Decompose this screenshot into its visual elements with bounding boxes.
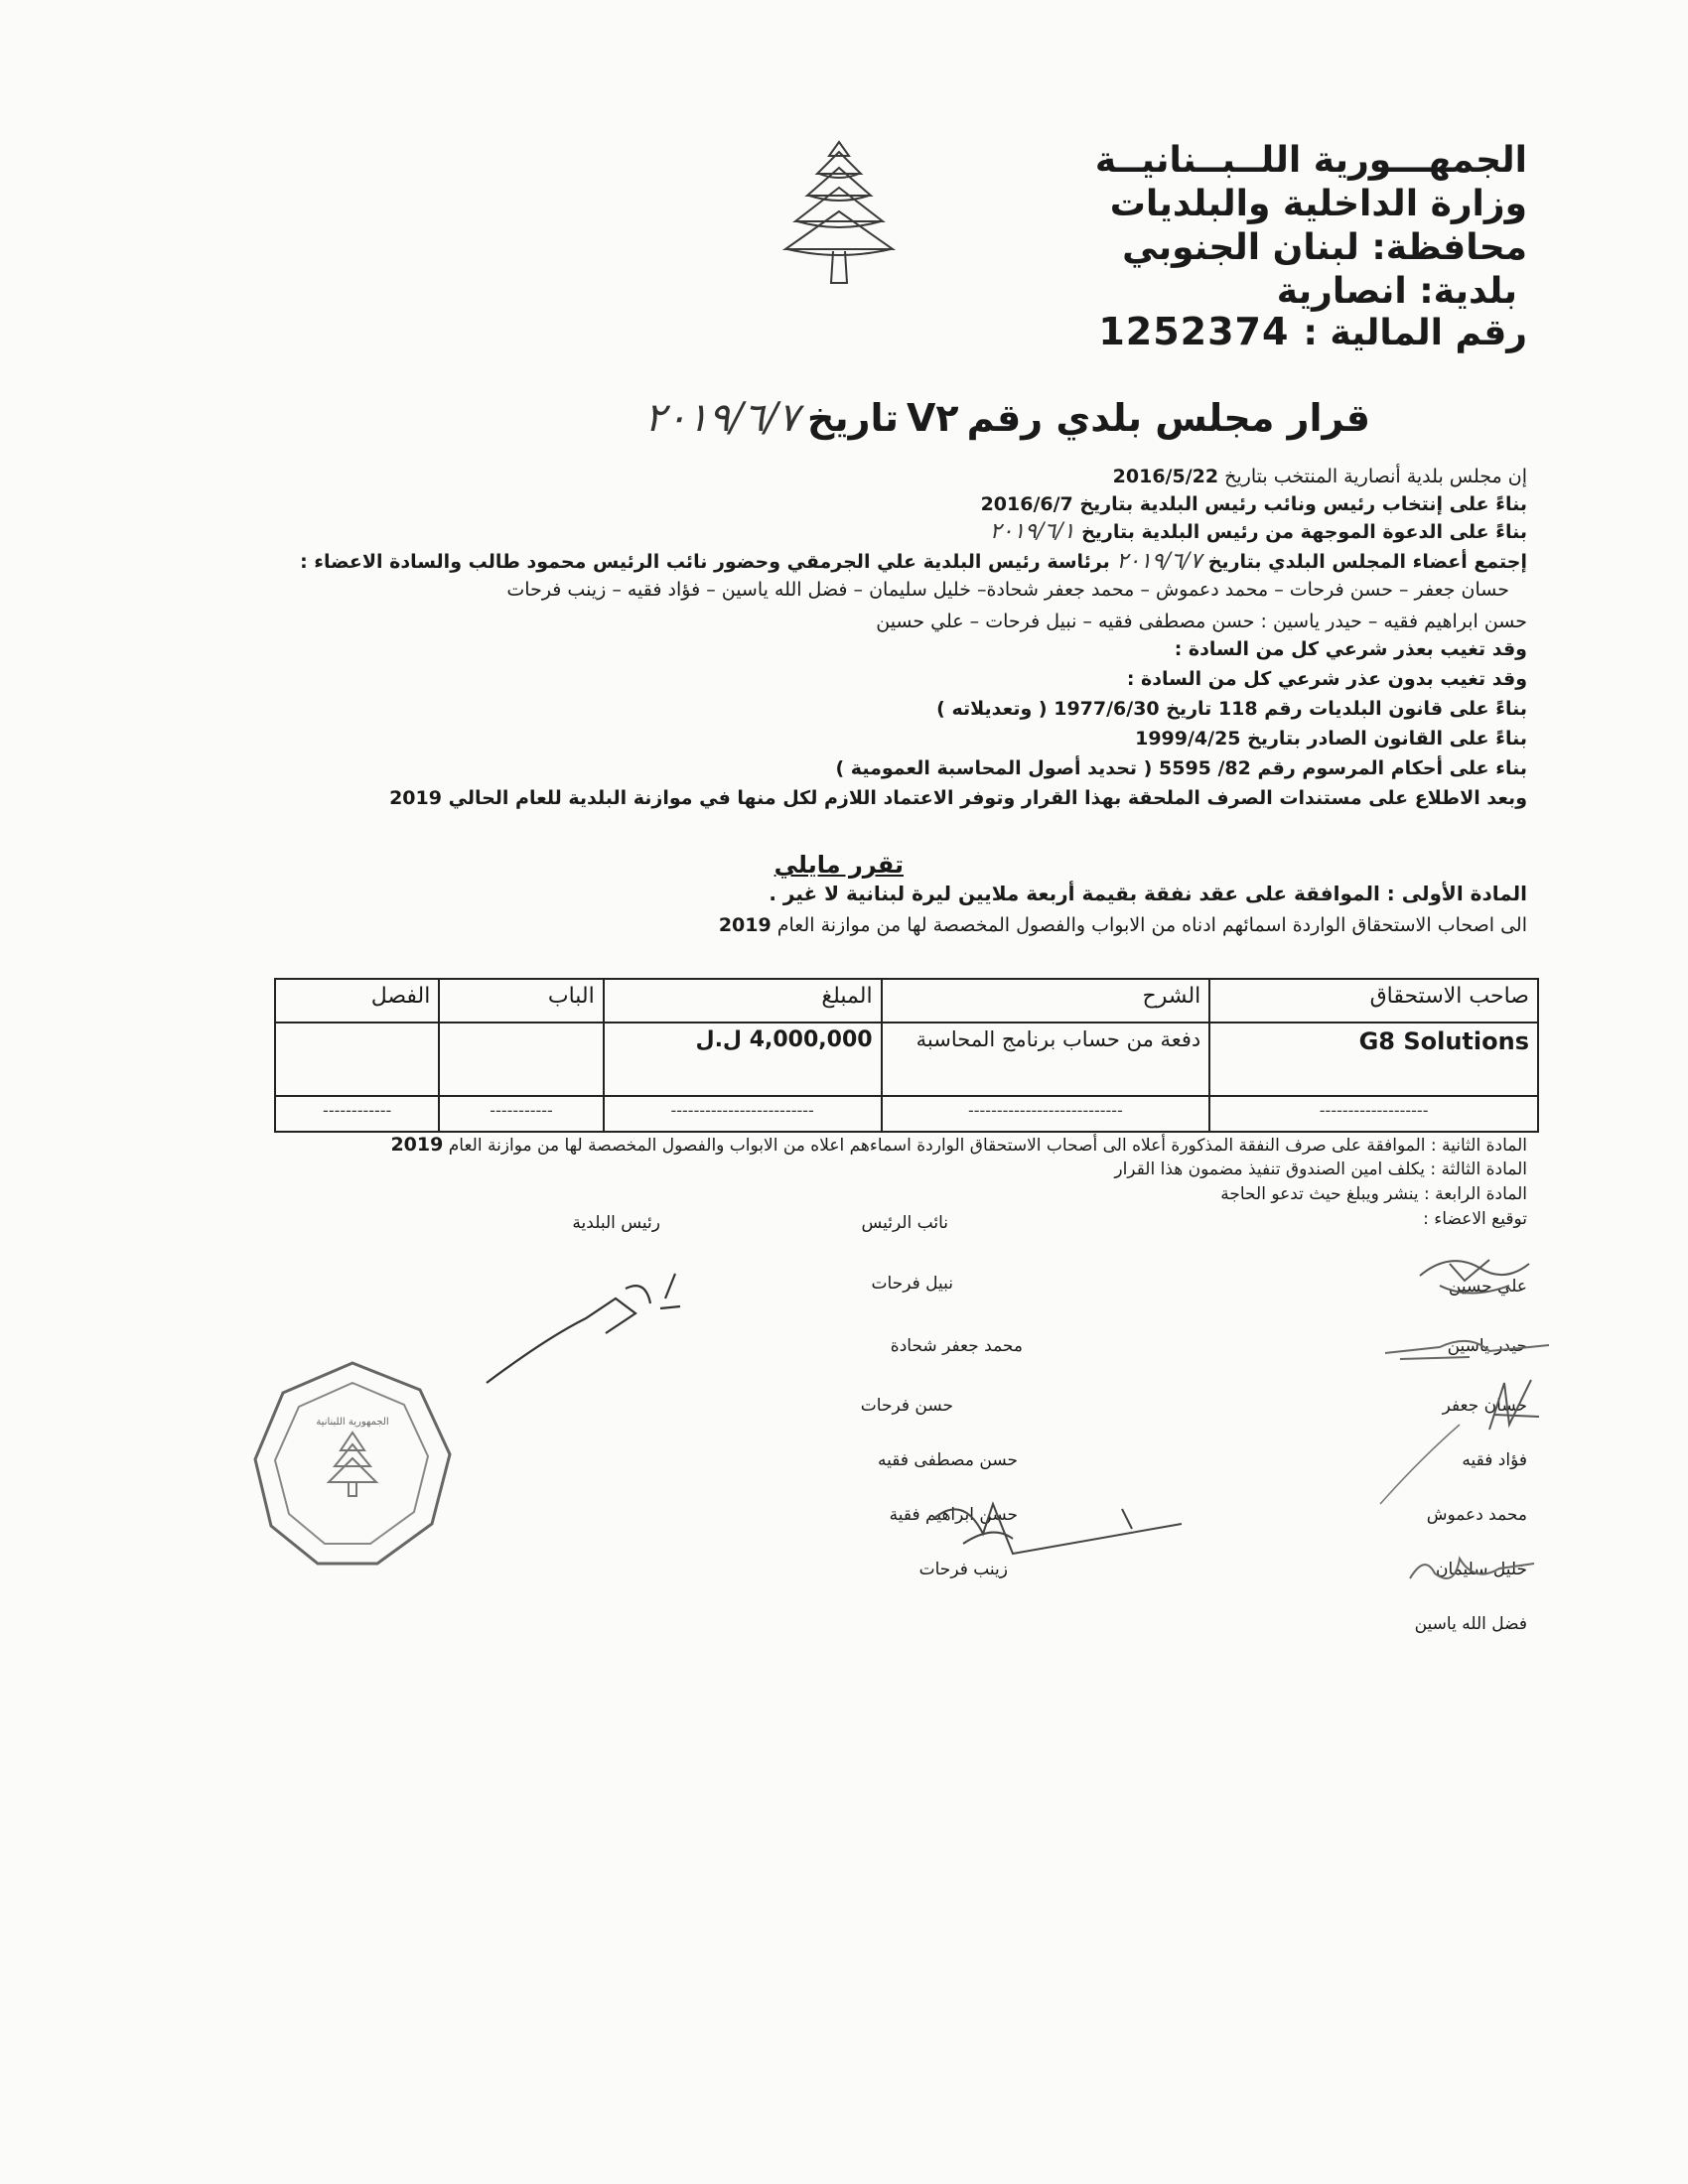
article-1: المادة الأولى : الموافقة على عقد نفقة بقيمة أربعة ملايين ليرة لبنانية لا غير . [769,882,1527,905]
municipality-title: بلدية: انصارية [1276,271,1517,312]
decision-title: قرار مجلس بلدي رقم [966,396,1370,440]
republic-title: الجمهـــورية اللــبــنانيــة [1094,140,1527,181]
member-name: علي حسين [1448,1277,1527,1297]
body-line-4: إجتمع أعضاء المجلس البلدي بتاريخ ٢٠١٩/٦/٧ برئاسة رئيس البلدية علي الجرمقي وحضور نائب الرئيس محمود طالب والسادة الاعضاء : [300,549,1527,574]
table-header-row [275,979,1538,1023]
municipality-stamp-icon [243,1355,462,1573]
member-name: زينب فرحات [918,1560,1008,1579]
ministry-title: وزارة الداخلية والبلديات [1109,184,1527,224]
body-line-6: حسن ابراهيم فقيه – حيدر ياسين : حسن مصطفى فقيه – نبيل فرحات – علي حسين [876,611,1527,632]
section-cell [439,1023,603,1096]
cedar-emblem-icon [760,134,918,293]
financial-number: 1252374 [1098,310,1290,353]
article-1-continued: الى اصحاب الاستحقاق الواردة اسمائهم ادناه من الابواب والفصول المخصصة لها من موازنة العام 2019 [718,914,1527,936]
member-name: حسن فرحات [860,1396,953,1416]
signature-scribble [1400,1544,1539,1593]
table-dash-row: ------------------- --------------------------- ------------------------- ----------- ------------ [275,1096,1538,1132]
governorate-title: محافظة: لبنان الجنوبي [1122,227,1527,268]
member-name: محمد جعفر شحادة [890,1336,1023,1356]
beneficiary-cell: G8 Solutions [1209,1023,1538,1096]
decision-title-row [644,395,1370,441]
decision-number: V٢ [907,396,959,440]
mayor-label: رئيس البلدية [572,1213,660,1233]
member-name: محمد دعموش [1426,1505,1527,1525]
member-name: حسن ابراهيم فقية [889,1505,1018,1525]
table-header-chapter: الفصل [275,979,439,1023]
description-cell: دفعة من حساب برنامج المحاسبة [882,1023,1210,1096]
decides-heading: تقرر مايلي [774,851,904,879]
financial-label: رقم المالية : [1303,313,1527,353]
body-line-2: بناءً على إنتخاب رئيس ونائب رئيس البلدية بتاريخ 2016/6/7 [980,493,1527,515]
chapter-cell [275,1023,439,1096]
body-line-3: بناءً على الدعوة الموجهة من رئيس البلدية بتاريخ ٢٠١٩/٦/١ [989,519,1527,544]
vice-president-label: نائب الرئيس [861,1213,948,1233]
members-sign-label: توقيع الاعضاء : [1423,1209,1527,1229]
table-header-beneficiary: صاحب الاستحقاق [1209,979,1538,1023]
article-2: المادة الثانية : الموافقة على صرف النفقة المذكورة أعلاه الى أصحاب الاستحقاق الواردة اسماءهم اعلاه من الابواب والفصول المخصصة لها من موازنة العام 2019 [390,1134,1527,1156]
member-name: حسان جعفر [1442,1396,1527,1416]
body-line-9: بناءً على قانون البلديات رقم 118 تاريخ 1977/6/30 ( وتعديلاته ) [936,698,1527,720]
signature-scribble [1350,1420,1470,1509]
decision-date-label: تاريخ [806,396,900,440]
member-name: فضل الله ياسين [1414,1614,1527,1634]
body-line-10: بناءً على القانون الصادر بتاريخ 1999/4/25 [1135,728,1527,750]
entitlement-table [274,978,1539,1133]
member-name: خليل سليمان [1435,1560,1527,1579]
member-name: فؤاد فقيه [1462,1450,1527,1470]
signature-scribble [1380,1323,1559,1368]
member-name: نبيل فرحات [871,1274,953,1294]
signature-scribble [1479,1375,1549,1434]
body-line-7: وقد تغيب بعذر شرعي كل من السادة : [1174,638,1527,660]
stamp-text: الجمهورية اللبنانية [316,1417,389,1428]
table-header-description: الشرح [882,979,1210,1023]
body-line-8: وقد تغيب بدون عذر شرعي كل من السادة : [1126,668,1527,690]
member-name: حيدر ياسين [1447,1336,1527,1356]
decision-date-handwritten: ٢٠١٩/٦/٧ [644,395,799,441]
article-4: المادة الرابعة : ينشر ويبلغ حيث تدعو الحاجة [1220,1184,1527,1204]
article-3: المادة الثالثة : يكلف امين الصندوق تنفيذ مضمون هذا القرار [1114,1160,1527,1179]
member-name: حسن مصطفى فقيه [878,1450,1018,1470]
body-line-5: حسان جعفر – حسن فرحات – محمد دعموش – محمد جعفر شحادة– خليل سليمان – فضل الله ياسين – فؤاد فقيه – زينب فرحات [506,579,1509,601]
body-line-1: إن مجلس بلدية أنصارية المنتخب بتاريخ 2016/5/22 [1112,466,1527,487]
table-header-section: الباب [439,979,603,1023]
table-header-amount: المبلغ [604,979,882,1023]
signature-scribble [1410,1246,1559,1305]
table-row [275,1023,1538,1096]
body-line-12: وبعد الاطلاع على مستندات الصرف الملحقة بهذا القرار وتوفر الاعتماد اللازم لكل منها في موازنة البلدية للعام الحالي 2019 [389,787,1527,809]
body-line-11: بناء على أحكام المرسوم رقم 5595 /82 ( تحديد أصول المحاسبة العمومية ) [835,757,1527,779]
financial-number-row [1098,310,1527,353]
signature-scribble [923,1484,1221,1564]
mayor-signature [477,1259,695,1388]
amount-cell: 4,000,000 ل.ل [604,1023,882,1096]
